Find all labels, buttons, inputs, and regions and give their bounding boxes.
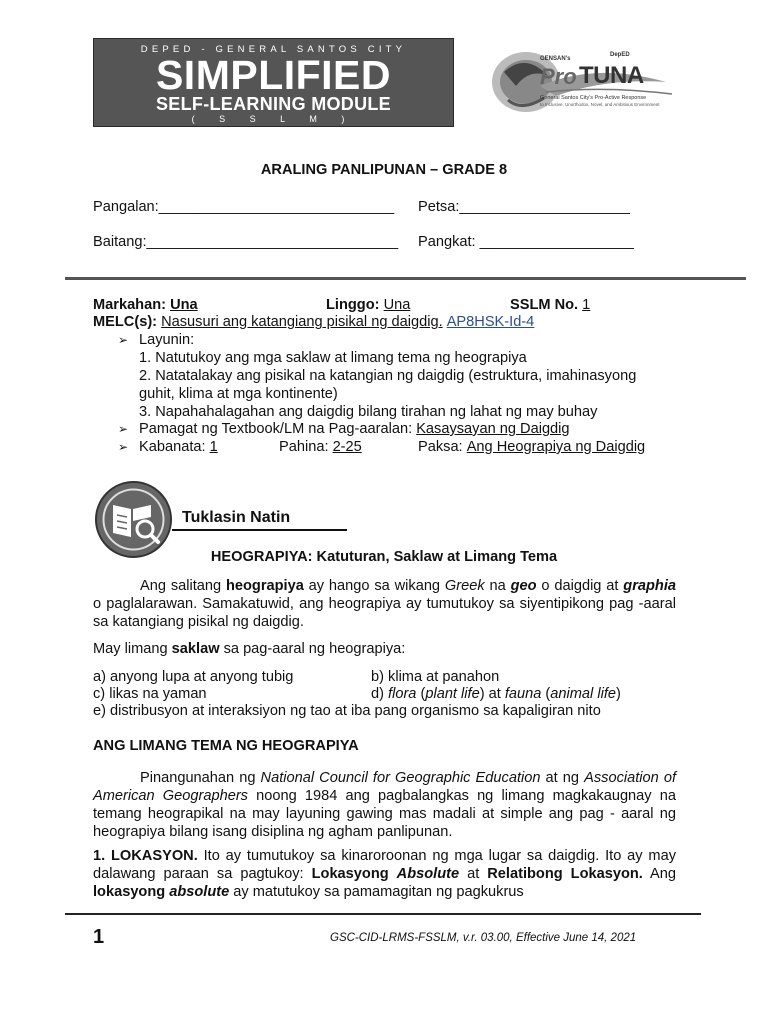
pahina-value: 2-25	[332, 439, 362, 455]
paksa	[418, 438, 645, 456]
arrow-bullet-icon: ➢	[118, 422, 129, 436]
melc	[93, 313, 534, 331]
sslm-value: 1	[582, 297, 591, 313]
sslm-label: SSLM No.	[510, 297, 579, 313]
linggo	[326, 296, 410, 314]
paragraph-saklaw: May limang saklaw sa pag-aaral ng heograpiya:	[93, 641, 406, 657]
saklaw-item-b: b) klima at panahon	[371, 669, 500, 685]
section-subheading: HEOGRAPIYA: Katuturan, Saklaw at Limang Tema	[210, 549, 558, 565]
sslm-no	[510, 296, 590, 314]
banner-title: SIMPLIFIED	[155, 52, 392, 98]
heading-underline	[172, 529, 347, 531]
petsa-field[interactable]: Petsa:_____________________	[418, 199, 630, 215]
linggo-value: Una	[383, 297, 411, 313]
footer-code: GSC-CID-LRMS-FSSLM, v.r. 03.00, Effective June 14, 2021	[330, 932, 637, 944]
paksa-value: Ang Heograpiya ng Daigdig	[466, 439, 646, 455]
paksa-label: Paksa:	[418, 439, 463, 455]
markahan-value: Una	[170, 297, 198, 313]
footer-divider	[65, 913, 701, 915]
page-title: ARALING PANLIPUNAN – GRADE 8	[260, 162, 508, 178]
paragraph-lokasyon: 1. LOKASYON. Ito ay tumutukoy sa kinaroroonan ng mga lugar sa daigdig. Ito ay may dalawang paraan sa pagtukoy: Lokasyong Absolute at Relatibong Lokasyon. Ang lokasyong absolute ay matutukoy sa pamamagitan ng pagkukrus	[93, 848, 677, 900]
saklaw-item-e: e) distribusyon at interaksiyon ng tao at iba pang organismo sa kapaligiran nito	[93, 703, 601, 719]
logo-tuna: TUNA	[579, 62, 644, 89]
paragraph-heograpiya: Ang salitang heograpiya ay hango sa wikang Greek na geo o daigdig at graphia o paglalarawan. Samakatuwid, ang heograpiya ay tumutukoy sa siyentipikong pag -aaral sa katangiang pisikal ng daigdig.	[93, 578, 677, 630]
melc-text: Nasusuri ang katangiang pisikal ng daigdig.	[161, 314, 443, 330]
pahina-label: Pahina:	[279, 439, 329, 455]
layunin-item-1: 1. Natutukoy ang mga saklaw at limang tema ng heograpiya	[139, 350, 527, 366]
melc-code-link[interactable]: AP8HSK-Id-4	[446, 314, 535, 330]
markahan-label: Markahan:	[93, 297, 166, 313]
pamagat	[139, 420, 570, 438]
arrow-bullet-icon: ➢	[118, 333, 129, 347]
banner-top-text: DEPED - GENERAL SANTOS CITY	[140, 44, 407, 55]
pahina	[279, 438, 362, 456]
kabanata	[139, 438, 218, 456]
logo-tagline-2: to Inclusive, Unorthodox, Novel, and Ambitious Environment	[540, 102, 660, 107]
layunin-label: Layunin:	[139, 332, 195, 348]
baitang-field[interactable]: Baitang:_______________________________	[93, 234, 399, 250]
logo-gensan: GENSAN's	[540, 56, 571, 62]
banner-subtitle: SELF-LEARNING MODULE	[156, 94, 391, 114]
divider	[65, 277, 746, 280]
book-search-icon	[95, 481, 172, 558]
markahan	[93, 296, 198, 314]
logo-deped: DepED	[610, 52, 630, 58]
pangkat-field[interactable]: Pangkat: ___________________	[418, 234, 634, 250]
saklaw-item-d: d) flora (plant life) at fauna (animal life)	[371, 686, 621, 702]
page-number: 1	[93, 926, 105, 948]
section-heading: Tuklasin Natin	[182, 509, 291, 526]
sslm-banner	[93, 38, 454, 127]
pamagat-value: Kasaysayan ng Daigdig	[416, 421, 570, 437]
layunin-item-3: 3. Napahahalagahan ang daigdig bilang tirahan ng lahat ng may buhay	[139, 404, 598, 420]
logo-tagline: General Santos City's Pro-Active Response	[540, 95, 647, 101]
logo-pro: Pro	[540, 64, 577, 89]
layunin-item-2-cont: guhit, klima at mga kontinente)	[139, 386, 338, 402]
layunin-item-2: 2. Natatalakay ang pisikal na katangian ng daigdig (estruktura, imahinasyong	[139, 368, 637, 384]
protuna-logo	[486, 42, 676, 126]
kabanata-value: 1	[209, 439, 218, 455]
banner-acronym: ( S S L M )	[191, 114, 356, 124]
paragraph-tema: Pinangunahan ng National Council for Geographic Education at ng Association of American Geographers noong 1984 ang pagbalangkas ng limang magkakaugnay na temang heograpikal na may layuning gawing mas madali at simple ang pag - aaral ng heograpiya bilang isang disiplina ng agham panlipunan.	[93, 770, 677, 840]
linggo-label: Linggo:	[326, 297, 380, 313]
saklaw-item-a: a) anyong lupa at anyong tubig	[93, 669, 294, 685]
melc-label: MELC(s):	[93, 314, 158, 330]
pangalan-field[interactable]: Pangalan:_____________________________	[93, 199, 395, 215]
kabanata-label: Kabanata:	[139, 439, 206, 455]
arrow-bullet-icon: ➢	[118, 440, 129, 454]
pamagat-label: Pamagat ng Textbook/LM na Pag-aaralan:	[139, 421, 413, 437]
saklaw-item-c: c) likas na yaman	[93, 686, 207, 702]
tema-heading: ANG LIMANG TEMA NG HEOGRAPIYA	[93, 738, 359, 754]
